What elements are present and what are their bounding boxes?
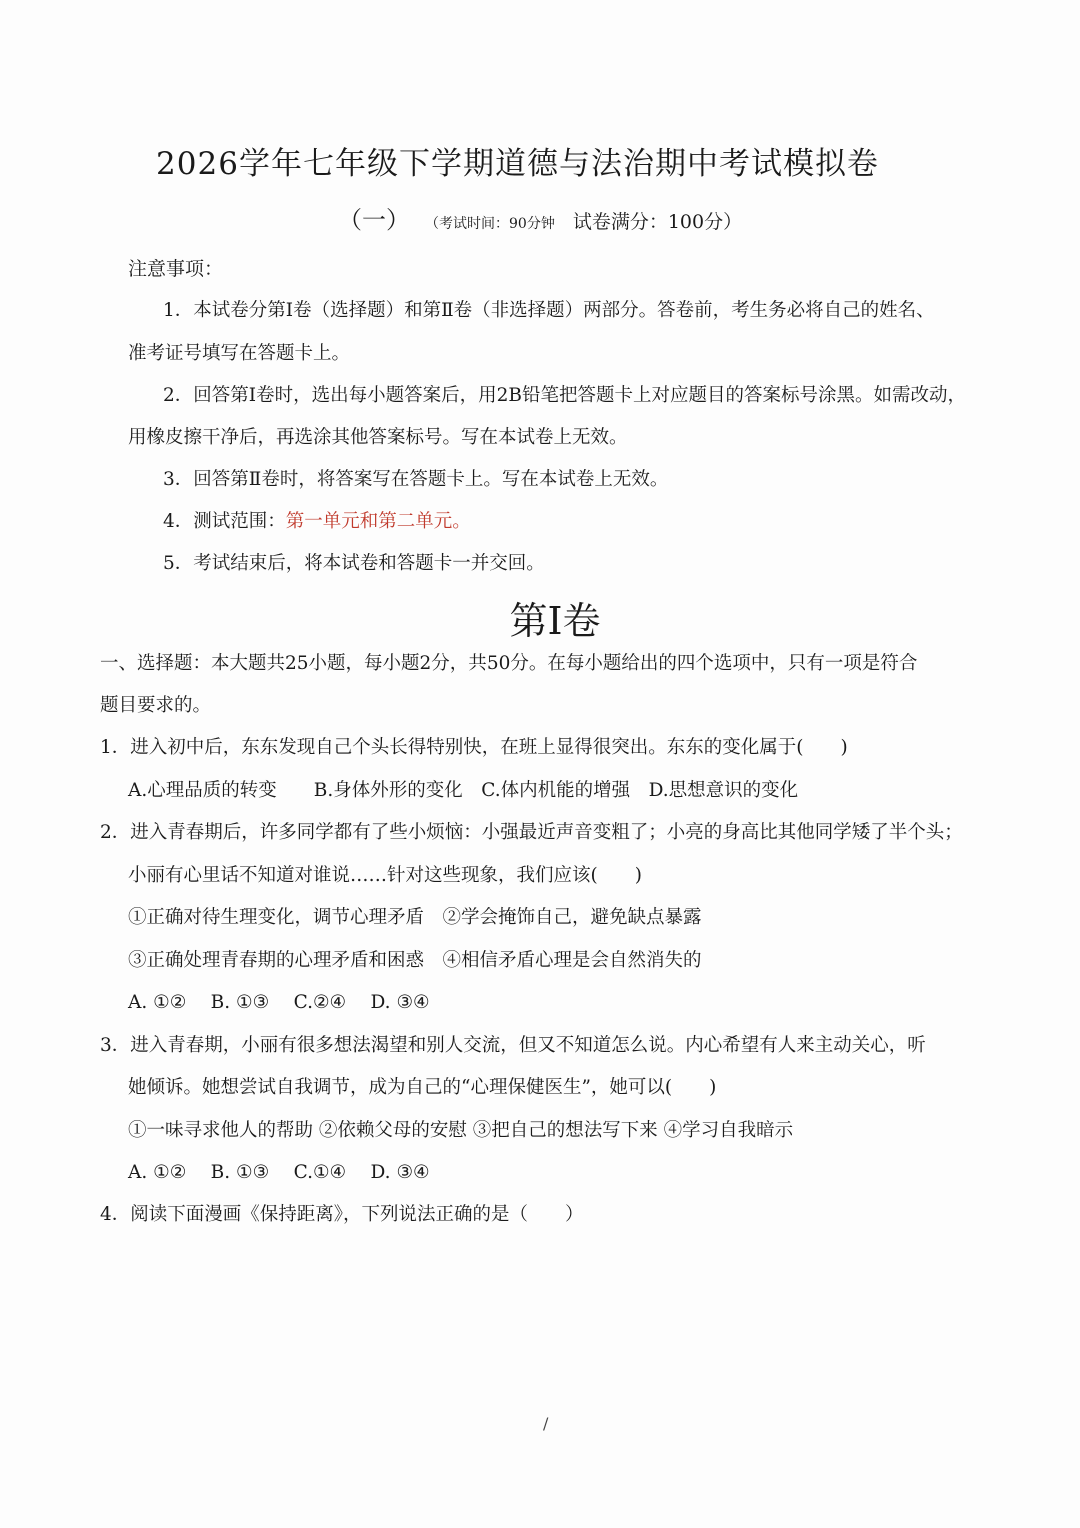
full-score: 试卷满分：100分） <box>572 211 743 233</box>
exam-subtitle <box>338 200 742 235</box>
exam-title: 2026学年七年级下学期道德与法治期中考试模拟卷 <box>156 146 879 182</box>
question-2-stem-line-2: 小丽有心里话不知道对谁说……针对这些现象，我们应该( ) <box>128 865 642 886</box>
part1-intro-line-1: 一、选择题：本大题共25小题，每小题2分，共50分。在每小题给出的四个选项中，只有一项是符合 <box>100 653 918 674</box>
note-4-prefix: 4．测试范围： <box>163 511 286 532</box>
question-2-choices-line-1: ①正确对待生理变化，调节心理矛盾 ②学会掩饰自己，避免缺点暴露 <box>128 907 702 928</box>
note-1-line-1: 1．本试卷分第Ⅰ卷（选择题）和第Ⅱ卷（非选择题）两部分。答卷前，考生务必将自己的姓名、 <box>163 300 935 321</box>
volume-label: （一） <box>338 206 410 234</box>
note-4 <box>163 507 471 533</box>
question-3-stem-line-2: 她倾诉。她想尝试自我调节，成为自己的“心理保健医生”，她可以( ) <box>128 1077 717 1098</box>
question-2-stem-line-1: 2．进入青春期后，许多同学都有了些小烦恼：小强最近声音变粗了；小亮的身高比其他同学矮了半个头； <box>100 822 963 843</box>
note-2-line-2: 用橡皮擦干净后，再选涂其他答案标号。写在本试卷上无效。 <box>128 427 628 448</box>
question-2-options: A. ①② B. ①③ C.②④ D. ③④ <box>128 992 430 1013</box>
question-3-stem-line-1: 3．进入青春期，小丽有很多想法渴望和别人交流，但又不知道怎么说。内心希望有人来主动关心，听 <box>100 1035 926 1056</box>
question-2-choices-line-2: ③正确处理青春期的心理矛盾和困惑 ④相信矛盾心理是会自然消失的 <box>128 950 702 971</box>
part1-intro-line-2: 题目要求的。 <box>100 695 212 716</box>
exam-time: （考试时间：90分钟 <box>432 216 555 232</box>
note-3: 3．回答第Ⅱ卷时，将答案写在答题卡上。写在本试卷上无效。 <box>163 469 669 490</box>
section-title: 第Ⅰ卷 <box>509 599 601 643</box>
note-2-line-1: 2．回答第Ⅰ卷时，选出每小题答案后，用2B铅笔把答题卡上对应题目的答案标号涂黑。如需改动， <box>163 385 966 406</box>
question-1-options: A.心理品质的转变 B.身体外形的变化 C.体内机能的增强 D.思想意识的变化 <box>128 780 799 801</box>
note-5: 5．考试结束后，将本试卷和答题卡一并交回。 <box>163 553 545 574</box>
note-1-line-2: 准考证号填写在答题卡上。 <box>128 343 351 364</box>
question-3-options: A. ①② B. ①③ C.①④ D. ③④ <box>128 1162 430 1183</box>
question-3-choices: ①一味寻求他人的帮助 ②依赖父母的安慰 ③把自己的想法写下来 ④学习自我暗示 <box>128 1120 794 1141</box>
notes-heading: 注意事项： <box>128 258 224 280</box>
test-scope: 第一单元和第二单元。 <box>285 511 471 532</box>
page-mark: / <box>543 1414 549 1433</box>
question-1-stem: 1．进入初中后，东东发现自己个头长得特别快，在班上显得很突出。东东的变化属于( ) <box>100 737 848 758</box>
question-4-stem: 4．阅读下面漫画《保持距离》，下列说法正确的是（ ） <box>100 1204 584 1225</box>
